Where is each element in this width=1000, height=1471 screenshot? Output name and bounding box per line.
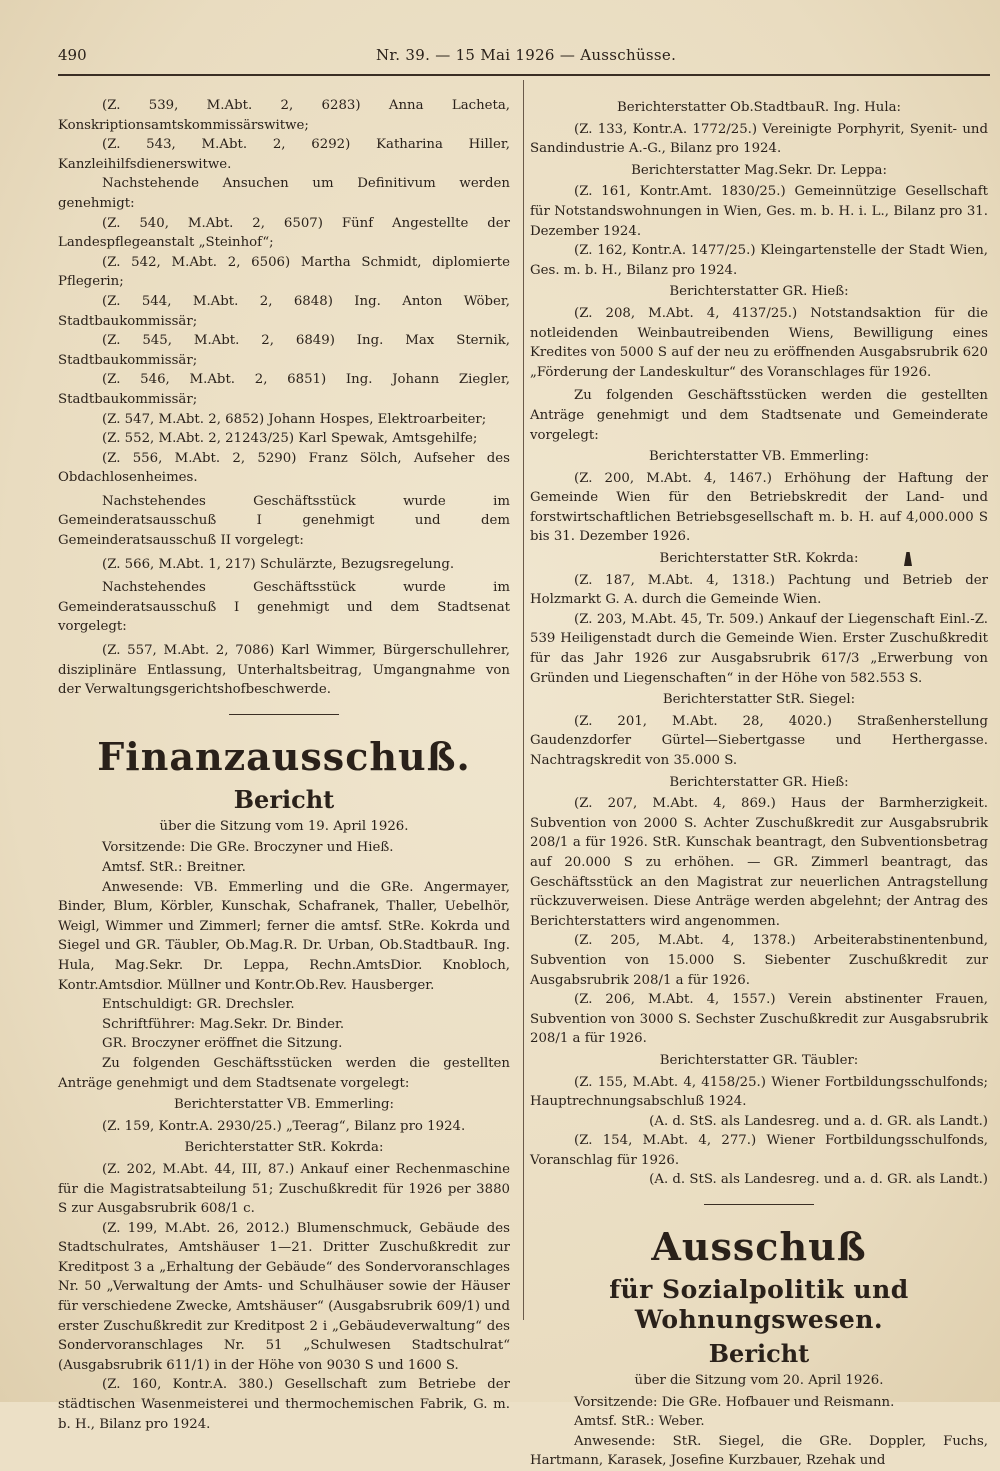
list-item: (Z. 543, M.Abt. 2, 6292) Katharina Hiller, Kanzleihilfsdienerswitwe. [58,137,510,172]
page-number: 490 [58,46,87,64]
chairpersons: Vorsitzende: Die GRe. Hofbauer und Reismann. [574,1394,895,1410]
list-item: (Z. 566, M.Abt. 1, 217) Schulärzte, Bezugsregelung. [102,556,455,572]
secretary: Schriftführer: Mag.Sekr. Dr. Binder. [102,1016,345,1032]
list-item: (Z. 203, M.Abt. 45, Tr. 509.) Ankauf der Liegenschaft Einl.-Z. 539 Heiligenstadt durch die Gemeinde Wien. Erster Zuschußkredit für das Jahr 1926 zur Ausgabsrubrik 617/3 „Erwerbung von Gründen und Liegenschaften“ in der Höhe von 582.553 S. [530,611,988,686]
list-item: (Z. 161, Kontr.Amt. 1830/25.) Gemeinnützige Gesellschaft für Notstandswohnungen in Wien, Ges. m. b. H. i. L., Bilanz pro 31. Dezember 1924. [530,184,988,239]
column-divider [523,80,524,1320]
section-subtitle: für Sozialpolitik und Wohnungswesen. [609,1275,909,1335]
item-note: (A. d. StS. als Landesreg. und a. d. GR. als Landt.) [649,1113,988,1129]
list-item: (Z. 201, M.Abt. 28, 4020.) Straßenherstellung Gaudenzdorfer Gürtel—Siebertgasse und Herthergasse. Nachtragskredit von 35.000 S. [530,713,988,768]
section-rule [229,714,339,715]
list-item: (Z. 547, M.Abt. 2, 6852) Johann Hospes, Elektroarbeiter; [102,411,487,427]
list-item: (Z. 545, M.Abt. 2, 6849) Ing. Max Sternik, Stadtbaukommissär; [58,333,510,368]
list-item: (Z. 208, M.Abt. 4, 4137/25.) Notstandsaktion für die notleidenden Weinbautreibenden Wiens, Bewilligung eines Kredites von 5000 S auf der neu zu eröffnenden Ausgabsrubrik 620 „Förderung der Landeskultur“ des Voranschlages für 1926. [530,305,988,380]
list-item: (Z. 552, M.Abt. 2, 21243/25) Karl Spewak, Amtsgehilfe; [102,431,478,447]
list-item: (Z. 206, M.Abt. 4, 1557.) Verein abstinenter Frauen, Subvention von 3000 S. Sechster Zuschußkredit zur Ausgabsrubrik 208/1 a für 1926. [530,992,988,1047]
attendees: Anwesende: StR. Siegel, die GRe. Doppler, Fuchs, Hartmann, Karasek, Josefine Kurzbauer, Rzehak und [530,1433,988,1469]
paragraph: Nachstehende Ansuchen um Definitivum werden genehmigt: [58,176,510,211]
paragraph: Zu folgenden Geschäftsstücken werden die gestellten Anträge genehmigt und dem Stadtsenate und Gemeinderate vorgelegt: [530,388,988,443]
reporter: Berichterstatter StR. Kokrda: [184,1140,384,1156]
list-item: (Z. 202, M.Abt. 44, III, 87.) Ankauf einer Rechenmaschine für die Magistratsabteilung 51; Zuschußkredit für 1926 per 3880 S zur Ausgabsrubrik 608/1 c. [58,1161,510,1217]
list-item: (Z. 205, M.Abt. 4, 1378.) Arbeiterabstinentenbund, Subvention von 15.000 S. Siebenter Zuschußkredit zur Ausgabsrubrik 208/1 a für 1926. [530,933,988,988]
paragraph: Nachstehendes Geschäftsstück wurde im Gemeinderatsausschuß I genehmigt und dem Stadtsenat vorgelegt: [58,580,510,635]
reporter: Berichterstatter VB. Emmerling: [648,449,870,465]
official: Amtsf. StR.: Weber. [574,1414,705,1430]
list-item: (Z. 557, M.Abt. 2, 7086) Karl Wimmer, Bürgerschullehrer, disziplinäre Entlassung, Unterhaltsbeitrag, Umgangnahme von der Verwaltungsgerichtshofbeschwerde. [58,643,510,698]
opening: GR. Broczyner eröffnet die Sitzung. [102,1036,343,1052]
section-subheading: Bericht [708,1339,810,1369]
attendees: Anwesende: VB. Emmerling und die GRe. Angermayer, Binder, Blum, Körbler, Kunschak, Schafranek, Thaller, Uebelhör, Weigl, Wimmer und Zimmerl; ferner die amtsf. StRe. Kokrda und Siegel und GR. Täubler, Ob.Mag.R. Dr. Urban, Ob.StadtbauR. Ing. Hula, Mag.Sekr. Dr. Leppa, Rechn.AmtsDior. Knobloch, Kontr.Amtsdior. Müllner und Kontr.Ob.Rev. Hausberger. [58,879,510,993]
reporter: Berichterstatter GR. Hieß: [669,774,849,790]
list-item: (Z. 159, Kontr.A. 2930/25.) „Teerag“, Bilanz pro 1924. [102,1118,466,1134]
reporter: Berichterstatter Mag.Sekr. Dr. Leppa: [631,162,887,178]
session-date: über die Sitzung vom 20. April 1926. [634,1373,884,1389]
paragraph: Nachstehendes Geschäftsstück wurde im Gemeinderatsausschuß I genehmigt und dem Gemeinderatsausschuß II vorgelegt: [58,493,510,549]
list-item: (Z. 539, M.Abt. 2, 6283) Anna Lacheta, Konskriptionsamtskommissärswitwe; [58,98,510,133]
list-item: (Z. 199, M.Abt. 26, 2012.) Blumenschmuck, Gebäude des Stadtschulrates, Amtshäuser 1—21. Dritter Zuschußkredit zur Kreditpost 3 a „Erhaltung der Gebäude“ des Sondervoranschlages Nr. 50 „Verwaltung der Amts- und Schulhäuser sowie der Häuser für verschiedene Zwecke, Amtshäuser“ (Ausgabsrubrik 609/1) und erster Zuschußkredit zur Kreditpost 2 i „Gebäudeverwaltung“ des Sondervoranschlages Nr. 51 „Schulwesen Stadtschulrat“ (Ausgabsrubrik 611/1) in der Höhe von 9030 S und 1600 S. [58,1220,510,1373]
list-item: (Z. 540, M.Abt. 2, 6507) Fünf Angestellte der Landespflegeanstalt „Steinhof“; [58,215,510,251]
reporter: Berichterstatter StR. Kokrda: [659,551,859,567]
page-header [58,46,988,72]
list-item: (Z. 200, M.Abt. 4, 1467.) Erhöhung der Haftung der Gemeinde Wien für den Betriebskredit der Land- und forstwirtschaftlichen Betriebsgesellschaft m. b. H. auf 4,000.000 S bis 31. Dezember 1926. [530,470,988,545]
excused: Entschuldigt: GR. Drechsler. [102,997,295,1013]
list-item: (Z. 546, M.Abt. 2, 6851) Ing. Johann Ziegler, Stadtbaukommissär; [58,372,510,407]
list-item: (Z. 207, M.Abt. 4, 869.) Haus der Barmherzigkeit. Subvention von 2000 S. Achter Zuschußkredit zur Ausgabsrubrik 208/1 a für 1926. StR. Kunschak beantragt, den Subventionsbetrag auf 20.000 S zu erhöhen. — GR. Zimmerl beantragt, das Geschäftsstück an den Magistrat zur neuerlichen Antragstellung rückzuverweisen. Diese Anträge werden abgelehnt; der Antrag des Berichterstatters wird angenommen. [530,796,988,929]
section-rule [704,1204,814,1205]
item-note: (A. d. StS. als Landesreg. und a. d. GR. als Landt.) [649,1172,988,1188]
section-title: Ausschuß [651,1224,867,1270]
list-item: (Z. 544, M.Abt. 2, 6848) Ing. Anton Wöber, Stadtbaukommissär; [58,293,510,329]
section-subheading: Bericht [233,784,335,814]
paragraph: Zu folgenden Geschäftsstücken werden die gestellten Anträge genehmigt und dem Stadtsenate vorgelegt: [58,1055,510,1091]
list-item: (Z. 154, M.Abt. 4, 277.) Wiener Fortbildungsschulfonds, Voranschlag für 1926. [530,1133,988,1168]
list-item: (Z. 542, M.Abt. 2, 6506) Martha Schmidt, diplomierte Pflegerin; [58,254,510,290]
session-date: über die Sitzung vom 19. April 1926. [159,818,409,834]
section-title: Finanzausschuß. [97,733,471,779]
right-column [530,96,988,1471]
reporter: Berichterstatter VB. Emmerling: [173,1097,395,1113]
list-item: (Z. 155, M.Abt. 4, 4158/25.) Wiener Fortbildungsschulfonds; Hauptrechnungsabschluß 1924. [530,1074,988,1110]
reporter: Berichterstatter StR. Siegel: [662,692,856,708]
official: Amtsf. StR.: Breitner. [102,860,246,875]
header-rule [58,74,990,76]
reporter: Berichterstatter Ob.StadtbauR. Ing. Hula: [616,100,901,115]
list-item: (Z. 556, M.Abt. 2, 5290) Franz Sölch, Aufseher des Obdachlosenheimes. [58,450,510,486]
list-item: (Z. 133, Kontr.A. 1772/25.) Vereinigte Porphyrit, Syenit- und Sandindustrie A.-G., Bilanz pro 1924. [530,121,988,157]
left-column [58,96,510,1434]
reporter: Berichterstatter GR. Täubler: [659,1052,859,1068]
chairpersons: Vorsitzende: Die GRe. Broczyner und Hieß. [102,840,394,856]
list-item: (Z. 187, M.Abt. 4, 1318.) Pachtung und Betrieb der Holzmarkt G. A. durch die Gemeinde Wien. [530,572,988,608]
list-item: (Z. 160, Kontr.A. 380.) Gesellschaft zum Betriebe der städtischen Wasenmeisterei und thermochemischen Fabrik, G. m. b. H., Bilanz pro 1924. [58,1377,510,1432]
reporter: Berichterstatter GR. Hieß: [669,284,849,300]
list-item: (Z. 162, Kontr.A. 1477/25.) Kleingartenstelle der Stadt Wien, Ges. m. b. H., Bilanz pro 1924. [530,243,988,278]
running-head: Nr. 39. — 15 Mai 1926 — Ausschüsse. [376,46,677,64]
